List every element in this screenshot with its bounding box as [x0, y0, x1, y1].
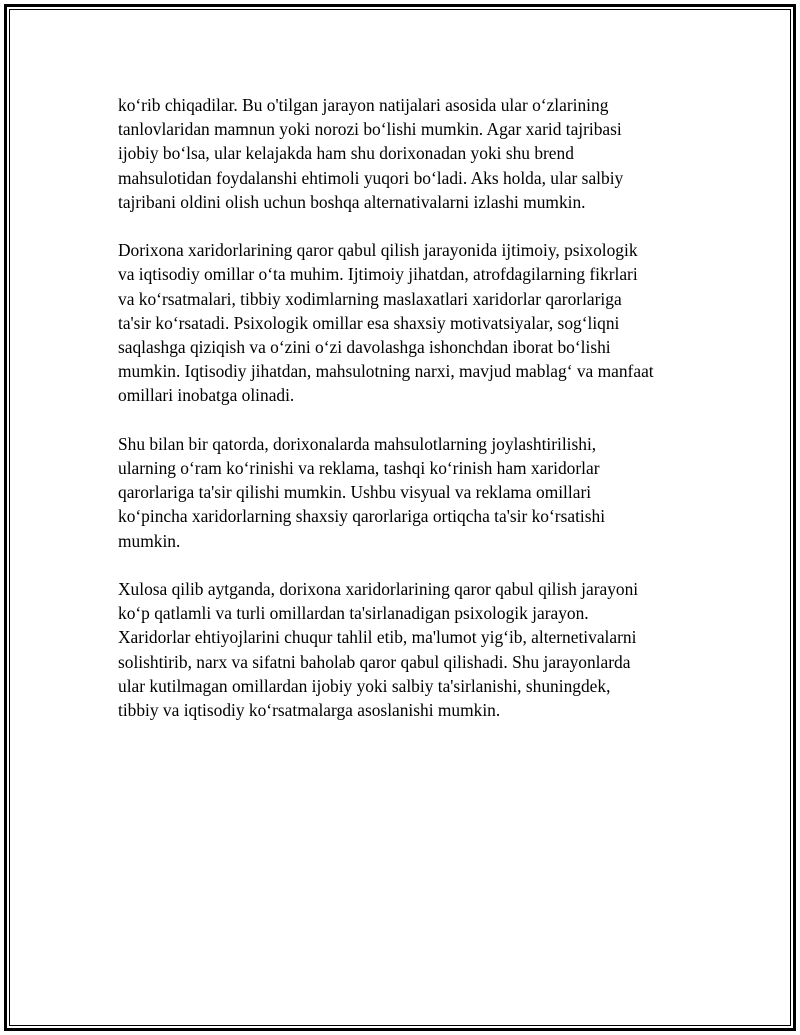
text-line: ularning o‘ram ko‘rinishi va reklama, tashqi ko‘rinish ham xaridorlar: [118, 458, 600, 479]
text-line: ta'sir ko‘rsatadi. Psixologik omillar esa shaxsiy motivatsiyalar, sog‘liqni: [118, 312, 620, 333]
text-line: tibbiy va iqtisodiy ko‘rsatmalarga asoslanishi mumkin.: [118, 700, 501, 721]
text-line: ko‘p qatlamli va turli omillardan ta'sirlanadigan psixologik jarayon.: [118, 603, 589, 624]
text-line: ijobiy bo‘lsa, ular kelajakda ham shu dorixonadan yoki shu brend: [118, 143, 574, 164]
paragraph-4: [118, 577, 698, 722]
paragraph-2: [118, 238, 698, 407]
text-line: mumkin. Iqtisodiy jihatdan, mahsulotning narxi, mavjud mablag‘ va manfaat: [118, 361, 654, 382]
text-line: mahsulotidan foydalanshi ehtimoli yuqori bo‘ladi. Aks holda, ular salbiy: [118, 167, 624, 188]
text-line: Xulosa qilib aytganda, dorixona xaridorlarining qaror qabul qilish jarayoni: [118, 579, 639, 600]
text-line: ular kutilmagan omillardan ijobiy yoki salbiy ta'sirlanishi, shuningdek,: [118, 675, 611, 696]
text-line: Shu bilan bir qatorda, dorixonalarda mahsulotlarning joylashtirilishi,: [118, 433, 597, 454]
text-line: Dorixona xaridorlarining qaror qabul qilish jarayonida ijtimoiy, psixologik: [118, 240, 638, 261]
text-line: solishtirib, narx va sifatni baholab qaror qabul qilishadi. Shu jarayonlarda: [118, 651, 631, 672]
document-body: [118, 93, 698, 746]
paragraph-3: [118, 432, 698, 553]
text-line: tajribani oldini olish uchun boshqa alternativalarni izlashi mumkin.: [118, 191, 586, 212]
text-line: omillari inobatga olinadi.: [118, 385, 295, 406]
text-line: qarorlariga ta'sir qilishi mumkin. Ushbu visyual va reklama omillari: [118, 482, 592, 503]
text-line: Xaridorlar ehtiyojlarini chuqur tahlil etib, ma'lumot yig‘ib, alternetivalarni: [118, 627, 637, 648]
page-border: [4, 4, 796, 1031]
text-line: ko‘pincha xaridorlarning shaxsiy qarorlariga ortiqcha ta'sir ko‘rsatishi: [118, 506, 606, 527]
text-line: va iqtisodiy omillar o‘ta muhim. Ijtimoiy jihatdan, atrofdagilarning fikrlari: [118, 264, 638, 285]
text-line: mumkin.: [118, 530, 181, 551]
text-line: ko‘rib chiqadilar. Bu o'tilgan jarayon natijalari asosida ular o‘zlarining: [118, 95, 609, 115]
text-line: va ko‘rsatmalari, tibbiy xodimlarning maslaxatlari xaridorlar qarorlariga: [118, 288, 622, 309]
text-line: saqlashga qiziqish va o‘zini o‘zi davolashga ishonchdan iborat bo‘lishi: [118, 337, 611, 358]
text-line: tanlovlaridan mamnun yoki norozi bo‘lishi mumkin. Agar xarid tajribasi: [118, 119, 622, 140]
paragraph-1: [118, 93, 698, 214]
